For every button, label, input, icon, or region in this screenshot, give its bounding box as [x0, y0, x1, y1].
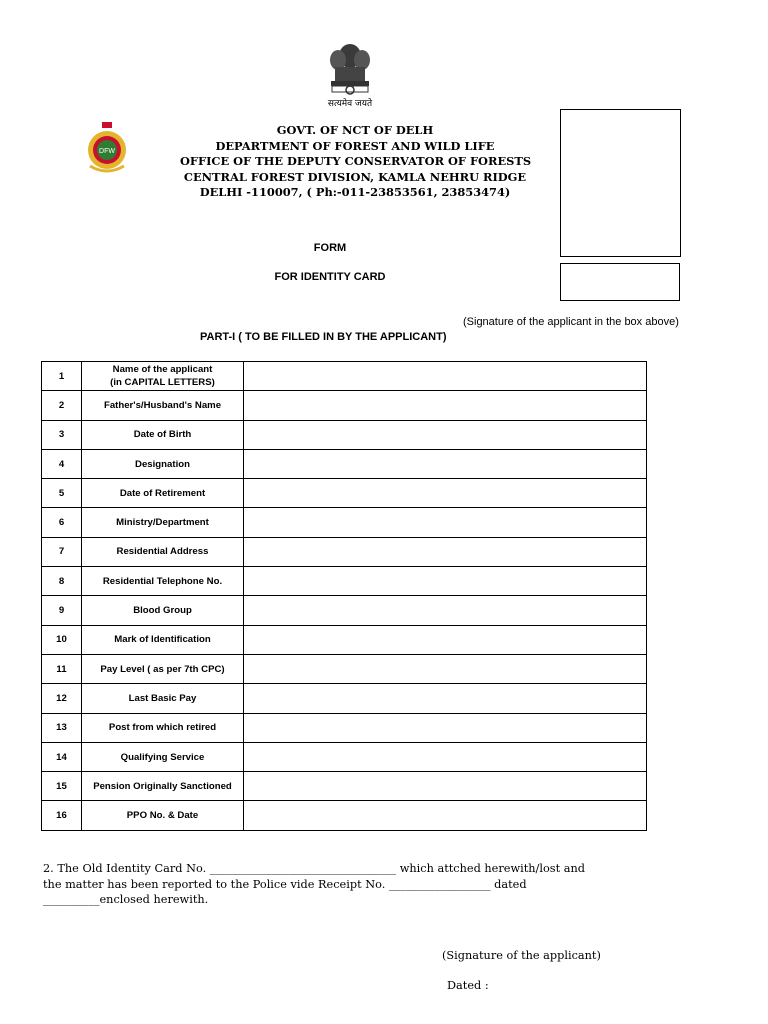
paragraph-line: the matter has been reported to the Police vide Receipt No. __________________ dated [43, 877, 527, 891]
header-line-office: OFFICE OF THE DEPUTY CONSERVATOR OF FORESTS [180, 154, 532, 169]
row-number: 3 [42, 420, 82, 449]
emblem-motto: सत्यमेव जयते [327, 99, 373, 109]
table-row [42, 596, 647, 625]
father-husband-name-field[interactable] [244, 391, 647, 420]
row-label: Pension Originally Sanctioned [82, 772, 244, 801]
row-number: 16 [42, 801, 82, 830]
table-row [42, 625, 647, 654]
mark-of-identification-field[interactable] [244, 625, 647, 654]
row-number: 4 [42, 449, 82, 478]
date-of-retirement-field[interactable] [244, 479, 647, 508]
row-label-line1: Name of the applicant [112, 364, 213, 376]
row-label: Date of Retirement [82, 479, 244, 508]
row-number: 15 [42, 772, 82, 801]
post-retired-from-field[interactable] [244, 713, 647, 742]
row-label [82, 362, 244, 391]
row-label-line2: (in CAPITAL LETTERS) [110, 377, 215, 389]
table-row [42, 801, 647, 830]
row-label: Pay Level ( as per 7th CPC) [82, 654, 244, 683]
ministry-department-field[interactable] [244, 508, 647, 537]
residential-address-field[interactable] [244, 537, 647, 566]
dfw-logo [82, 120, 132, 178]
row-label: Post from which retired [82, 713, 244, 742]
table-row [42, 567, 647, 596]
table-row [42, 684, 647, 713]
row-label: Date of Birth [82, 420, 244, 449]
photo-box[interactable] [560, 109, 681, 257]
table-row [42, 713, 647, 742]
row-label: Mark of Identification [82, 625, 244, 654]
row-number: 12 [42, 684, 82, 713]
designation-field[interactable] [244, 449, 647, 478]
pay-level-field[interactable] [244, 654, 647, 683]
paragraph-line: 2. The Old Identity Card No. _________________________________ which attched herewith/lost and [43, 862, 585, 875]
applicant-name-field[interactable] [244, 362, 647, 391]
table-row [42, 479, 647, 508]
row-number: 7 [42, 537, 82, 566]
row-number: 1 [42, 362, 82, 391]
signature-note: (Signature of the applicant in the box above) [463, 316, 679, 328]
table-row [42, 742, 647, 771]
table-row [42, 508, 647, 537]
row-number: 13 [42, 713, 82, 742]
pension-sanctioned-field[interactable] [244, 772, 647, 801]
part-title: PART-I ( TO BE FILLED IN BY THE APPLICANT) [200, 331, 447, 343]
row-label: Blood Group [82, 596, 244, 625]
blood-group-field[interactable] [244, 596, 647, 625]
header-line-department: DEPARTMENT OF FOREST AND WILD LIFE [215, 138, 495, 153]
dfw-logo-text: DFW [99, 148, 115, 155]
row-label: Residential Address [82, 537, 244, 566]
dated-label: Dated : [447, 979, 489, 992]
row-label: PPO No. & Date [82, 801, 244, 830]
signature-box[interactable] [560, 263, 680, 301]
paragraph-line: __________enclosed herewith. [43, 893, 209, 906]
table-row [42, 391, 647, 420]
last-basic-pay-field[interactable] [244, 684, 647, 713]
form-title: FORM [313, 242, 347, 254]
applicant-details-table [41, 361, 647, 831]
row-number: 10 [42, 625, 82, 654]
row-number: 2 [42, 391, 82, 420]
row-number: 11 [42, 654, 82, 683]
row-label: Ministry/Department [82, 508, 244, 537]
form-subtitle: FOR IDENTITY CARD [274, 271, 386, 283]
row-number: 8 [42, 567, 82, 596]
old-identity-card-paragraph [43, 861, 585, 908]
header-line-address: DELHI -110007, ( Ph:-011-23853561, 23853474) [199, 185, 511, 200]
table-row [42, 654, 647, 683]
row-number: 5 [42, 479, 82, 508]
row-number: 6 [42, 508, 82, 537]
table-row [42, 449, 647, 478]
row-label: Designation [82, 449, 244, 478]
row-label: Qualifying Service [82, 742, 244, 771]
row-label: Residential Telephone No. [82, 567, 244, 596]
ppo-number-date-field[interactable] [244, 801, 647, 830]
table-row [42, 772, 647, 801]
row-label: Father's/Husband's Name [82, 391, 244, 420]
row-label: Last Basic Pay [82, 684, 244, 713]
table-row [42, 420, 647, 449]
table-row [42, 537, 647, 566]
header-line-division: CENTRAL FOREST DIVISION, KAMLA NEHRU RIDGE [183, 169, 527, 184]
signature-of-applicant-label: (Signature of the applicant) [442, 949, 601, 962]
row-number: 9 [42, 596, 82, 625]
office-header [180, 123, 530, 201]
row-number: 14 [42, 742, 82, 771]
date-of-birth-field[interactable] [244, 420, 647, 449]
residential-telephone-field[interactable] [244, 567, 647, 596]
table-row [42, 362, 647, 391]
header-line-govt: GOVT. OF NCT OF DELH [276, 123, 434, 137]
qualifying-service-field[interactable] [244, 742, 647, 771]
